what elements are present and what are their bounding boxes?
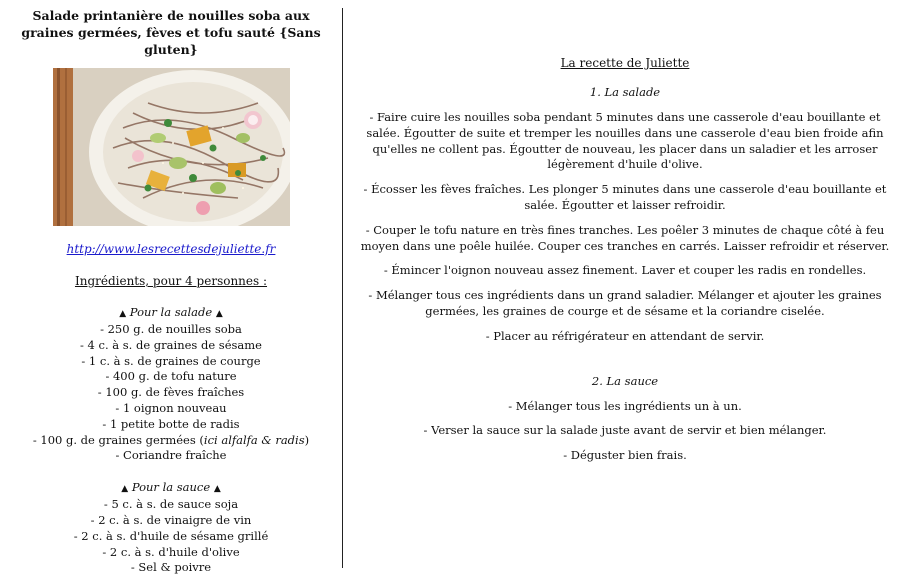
source-link[interactable]: http://www.lesrecettesdejuliette.fr — [66, 242, 276, 256]
salad-label-text: Pour la salade — [129, 305, 213, 319]
list-item: - 1 c. à s. de graines de courge — [81, 353, 261, 368]
salad-section-label — [0, 304, 342, 322]
list-item: - 1 oignon nouveau — [115, 400, 227, 415]
sauce-ingredients-list — [0, 497, 342, 576]
list-item: - 400 g. de tofu nature — [105, 369, 237, 384]
instruction-paragraph: - Placer au réfrigérateur en attendant de servir. — [485, 328, 765, 343]
salad-photo-illustration — [53, 68, 290, 226]
instruction-paragraph: - Verser la sauce sur la salade juste avant de servir et bien mélanger. — [423, 423, 827, 438]
list-item-note: ici alfalfa & radis — [203, 432, 305, 447]
triangle-icon: ▲ — [121, 484, 129, 495]
recipe-main-title: Salade printanière de nouilles soba aux graines germées, fèves et tofu sauté {Sans gluten} — [21, 8, 321, 57]
instruction-paragraph: - Mélanger tous les ingrédients un à un. — [508, 398, 742, 413]
triangle-icon: ▲ — [215, 309, 223, 319]
sauce-section-label — [0, 479, 342, 497]
instruction-paragraph: - Émincer l'oignon nouveau assez finement. Laver et couper les radis en rondelles. — [383, 263, 867, 278]
list-item: - Coriandre fraîche — [115, 448, 227, 463]
instructions-column — [350, 0, 900, 568]
list-item: - Sel & poivre — [130, 560, 212, 575]
ingredients-column — [0, 0, 342, 575]
ingredients-heading: Ingrédients, pour 4 personnes : — [74, 274, 268, 288]
instruction-paragraph: - Mélanger tous ces ingrédients dans un grand saladier. Mélanger et ajouter les graines germées, les graines de courge et de sésame et la coriandre ciselée. — [368, 288, 882, 318]
salad-ingredients-list — [0, 322, 342, 464]
step1-title: 1. La salade — [589, 85, 661, 99]
list-item: - 5 c. à s. de sauce soja — [103, 497, 239, 512]
list-item: - 4 c. à s. de graines de sésame — [80, 337, 262, 352]
list-item-close: ) — [304, 432, 310, 447]
recipe-section-title: La recette de Juliette — [560, 56, 690, 70]
instruction-paragraph: - Faire cuire les nouilles soba pendant 5 minutes dans une casserole d'eau bouillante et salée. Égoutter de suite et tremper les nouilles dans une casserole d'eau bien froide afin qu'elles ne collent pas. Égoutter de nouveau, les placer dans un saladier et les arroser légèrement d'huile d'olive. — [366, 110, 884, 172]
triangle-icon: ▲ — [119, 309, 127, 319]
step2-title: 2. La sauce — [591, 373, 659, 388]
list-item: - 2 c. à s. d'huile de sésame grillé — [73, 528, 269, 543]
instruction-paragraph: - Écosser les fèves fraîches. Les plonger 5 minutes dans une casserole d'eau bouillante et salée. Égoutter et laisser refroidir. — [363, 182, 887, 212]
instruction-paragraph: - Couper le tofu nature en très fines tranches. Les poêler 3 minutes de chaque côté à feu moyen dans une poêle huilée. Couper ces tranches en carrés. Laisser refroidir et réserver. — [360, 222, 890, 253]
list-item: - 2 c. à s. de vinaigre de vin — [90, 512, 252, 527]
instruction-paragraph: - Déguster bien frais. — [563, 448, 687, 463]
list-item: - 2 c. à s. d'huile d'olive — [102, 544, 240, 559]
sauce-label-text: Pour la sauce — [131, 480, 211, 495]
list-item: - 250 g. de nouilles soba — [100, 322, 242, 336]
list-item: - 100 g. de fèves fraîches — [97, 385, 245, 400]
column-divider — [342, 8, 343, 568]
triangle-icon: ▲ — [213, 484, 221, 495]
list-item: - 1 petite botte de radis — [102, 416, 240, 431]
list-item — [0, 433, 342, 449]
list-item-text: - 100 g. de graines germées ( — [32, 432, 204, 447]
salad-photo — [53, 68, 290, 226]
